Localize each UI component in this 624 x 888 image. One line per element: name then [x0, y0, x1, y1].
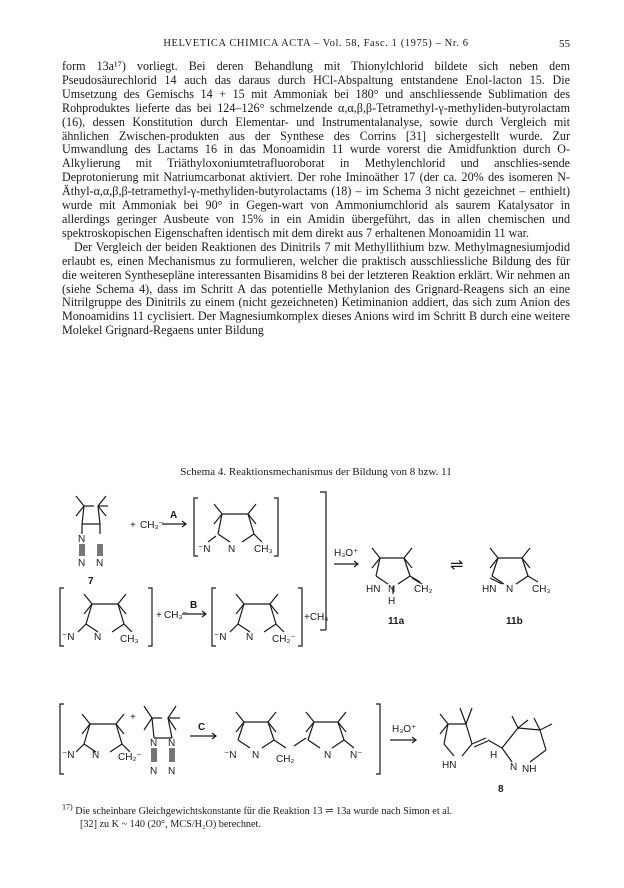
ring-n-8: N [510, 762, 518, 773]
ring-n-c: N [92, 750, 100, 761]
page-number: 55 [559, 38, 570, 50]
label-8: 8 [498, 784, 504, 795]
coupled-dianion-structure [236, 712, 354, 748]
h-8: H [490, 750, 498, 761]
label-11a: 11a [388, 616, 405, 627]
step-a-label: A [170, 510, 178, 521]
anion-ch2-structure-row3 [76, 714, 130, 752]
page-header [62, 38, 570, 54]
dinitrile-structure-row3 [144, 706, 180, 762]
footnote-line-1: Die scheinbare Gleichgewichtskonstante für die Reaktion 13 ⇌ 13a wurde nach Simon et al. [75, 806, 453, 817]
hn-8: HN [442, 760, 457, 771]
paragraph-2: Der Vergleich der beiden Reaktionen des Dinitrils 7 mit Methyllithium bzw. Methylmagnesiumjodid erlaubt es, einen Mechanismus zu formulieren, welcher die praktisch ausschliessliche Bildung des für die weiteren Synthesepläne interessanten Bisamidins 8 bei der letzteren Reaktion erklärt. Wir nehmen an (siehe Schema 4), dass im Schritt A das potentielle Methylanion des Grignard-Reagens sich an eine Nitrilgruppe des Dinitrils zu einem (nicht gezeichneten) Ketiminanion addiert, das sich zum Anion des Monoamidins 11 cyclisiert. Der Magnesiumkomplex dieses Anions wird im Schritt B durch eine weitere Molekel Grignard-Regaens unter Bildung [62, 239, 570, 338]
nitrile-n-right: N [96, 558, 104, 569]
methane-byproduct: +CH₄ [304, 612, 329, 623]
ring-n-11a: N [388, 584, 396, 595]
footnote-marker: 17) [62, 802, 73, 812]
ring-n-b2: N [246, 632, 254, 643]
anion-ch3-structure [78, 594, 132, 632]
label-7: 7 [88, 576, 94, 587]
ch2-minus-b: CH₂⁻ [272, 634, 296, 645]
body-text [62, 60, 570, 338]
step-b-label: B [190, 600, 198, 611]
methyl-anion-b: CH₃⁻ [164, 610, 188, 621]
hn-11a: HN [366, 584, 381, 595]
plus-sign-b: + [156, 610, 162, 621]
structure-11b [490, 548, 538, 584]
amidine-n-minus-c: ⁻N [62, 750, 75, 761]
ch2-11a: CH₂ [414, 584, 433, 595]
h3o-label-top: H₃O⁺ [334, 548, 359, 559]
footnote-17 [62, 802, 570, 831]
nitrile-n-c-left: N [150, 766, 158, 777]
amidine-n-minus-b2: ⁻N [214, 632, 227, 643]
dianion-structure [230, 594, 284, 632]
amidine-n-minus-a: ⁻N [198, 544, 211, 555]
amidine-n-minus-c2: ⁻N [224, 750, 237, 761]
h3o-label-bottom: H₃O⁺ [392, 724, 417, 735]
nitrile-n-left-lower: N [78, 558, 86, 569]
ring-n-11b: N [506, 584, 514, 595]
h-11a: H [388, 596, 396, 607]
hn-11b: HN [482, 584, 497, 595]
methyl-anion-a: CH₃⁻ [140, 520, 164, 531]
ch3-a: CH₃ [254, 544, 273, 555]
nitrile-c-left: N [150, 738, 158, 749]
plus-sign-a: + [130, 520, 136, 531]
dinitrile-7-structure [76, 496, 108, 556]
ch3-11b: CH₃ [532, 584, 551, 595]
monoamidin-anion-structure [208, 504, 262, 542]
nitrile-n-c-right: N [168, 766, 176, 777]
equilibrium-arrow: ⇌ [450, 557, 464, 574]
ring-n-b: N [94, 632, 102, 643]
nh-8: NH [522, 764, 537, 775]
nitrile-c-right: N [168, 738, 176, 749]
ring-n-a: N [228, 544, 236, 555]
reaction-scheme [58, 486, 568, 800]
label-11b: 11b [506, 616, 523, 627]
ch2-minus-c: CH₂⁻ [118, 752, 142, 763]
ring-n-c2: N [252, 750, 260, 761]
ch3-b: CH₃ [120, 634, 139, 645]
amidine-n-minus-c3: N⁻ [350, 750, 363, 761]
plus-sign-c: + [130, 712, 136, 723]
footnote-line-2: [32] zu K ~ 140 (20°, MCS/H₂O) berechnet. [80, 818, 261, 830]
ch2-c2: CH₂ [276, 754, 295, 765]
nitrile-n-left: N [78, 534, 86, 545]
paragraph-1: form 13a¹⁷) vorliegt. Bei deren Behandlung mit Thionylchlorid bildete sich neben dem Pseudosäurechlorid 14 auch das daraus durch HCl-Abspaltung entstandene Enol-lacton 15. Die Umsetzung des Gemischs 14 + 15 mit Ammoniak bei 180° und anschliessende Sublimation des Rohproduktes lieferte das bei 124–126° schmelzende α,α,β,β-Tetramethyl-γ-methyliden-butyrolactam (16), dessen Konstitution durch Elementar- und Instrumentalanalyse, sowie durch Vergleich mit ähnlichen Zwischen-produkten aus der Synthese des Corrins [31] sichergestellt wurde. Zur Umwandlung des Lactams 16 in das Monoamidin 11 wurde vorerst die Amidfunktion durch O-Alkylierung mit Triäthyloxoniumtetrafluoroborat in Methylenchlorid und anschlies-sende Deprotonierung mit Natriumcarbonat aktiviert. Der rohe Iminoäther 17 (der ca. 20% des isomeren N-Äthyl-α,α,β,β-tetramethyl-γ-methyliden-butyrolactams (18) – im Schema 3 nicht gezeichnet – enthielt) wurde mit Ammoniak bei 90° in Gegen-wart von Ammoniumchlorid als saurem Katalysator in allerdings geringer Ausbeute von 15% in ein Amidin übergeführt, das in allen chemischen und spektroskopischen Eigenschaften identisch mit dem direkt aus 7 erhaltenen Monoamidin 11 war. [62, 59, 570, 240]
scheme-caption: Schema 4. Reaktionsmechanismus der Bildung von 8 bzw. 11 [180, 466, 452, 478]
step-c-label: C [198, 722, 206, 733]
running-head: HELVETICA CHIMICA ACTA – Vol. 58, Fasc. 1 (1975) – Nr. 6 [163, 38, 469, 49]
amidine-n-minus-b: ⁻N [62, 632, 75, 643]
ring-n-c3: N [324, 750, 332, 761]
